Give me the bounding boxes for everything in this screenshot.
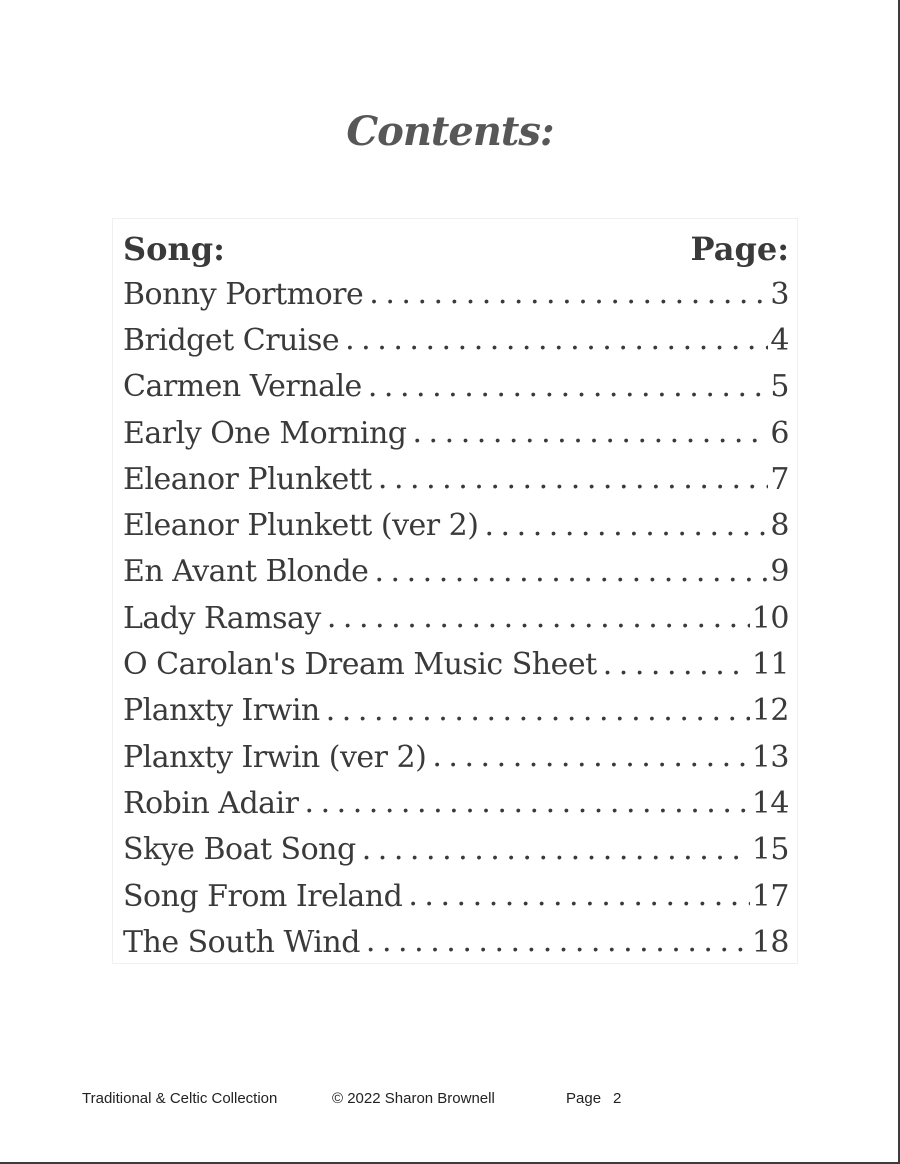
toc-entry[interactable] [123, 456, 789, 502]
page-number: 11 [751, 647, 789, 683]
toc-entry[interactable] [123, 549, 789, 595]
dot-leader [366, 927, 750, 957]
toc-entry[interactable] [123, 595, 789, 641]
song-title: The South Wind [123, 924, 360, 960]
dot-leader [305, 788, 750, 818]
table-of-contents [112, 218, 798, 964]
dot-leader [327, 603, 750, 633]
song-title: Skye Boat Song [123, 832, 356, 868]
page-column-header: Page: [690, 230, 789, 268]
song-title: Early One Morning [123, 415, 407, 451]
footer-page-number: 2 [613, 1090, 622, 1107]
toc-entry[interactable] [123, 271, 789, 317]
dot-leader [412, 418, 768, 448]
dot-leader [378, 464, 769, 494]
page-number: 6 [770, 415, 789, 451]
dot-leader [374, 557, 768, 587]
page-number: 12 [751, 693, 789, 729]
toc-entry[interactable] [123, 919, 789, 965]
dot-leader [432, 742, 749, 772]
dot-leader [369, 279, 768, 309]
toc-entry[interactable] [123, 641, 789, 687]
dot-leader [345, 325, 768, 355]
song-title: Lady Ramsay [123, 600, 321, 636]
toc-entry[interactable] [123, 827, 789, 873]
dot-leader [326, 696, 750, 726]
toc-entry[interactable] [123, 688, 789, 734]
song-title: Eleanor Plunkett (ver 2) [123, 508, 479, 544]
toc-entry[interactable] [123, 734, 789, 780]
song-title: Eleanor Plunkett [123, 461, 372, 497]
page-number: 13 [751, 739, 789, 775]
page-title: Contents: [346, 108, 554, 155]
footer-copyright: © 2022 Sharon Brownell [332, 1090, 495, 1107]
toc-entry[interactable] [123, 780, 789, 826]
song-title: Carmen Vernale [123, 369, 362, 405]
dot-leader [362, 835, 750, 865]
page-number: 8 [770, 508, 789, 544]
toc-entry[interactable] [123, 502, 789, 548]
dot-leader [368, 372, 769, 402]
page-number: 4 [770, 322, 789, 358]
toc-entry[interactable] [123, 873, 789, 919]
page-number: 14 [751, 785, 789, 821]
page-number: 3 [770, 276, 789, 312]
footer-collection: Traditional & Celtic Collection [82, 1090, 278, 1107]
song-title: Bonny Portmore [123, 276, 364, 312]
page-number: 9 [770, 554, 789, 590]
song-title: Planxty Irwin [123, 693, 320, 729]
page-number: 15 [751, 832, 789, 868]
page-number: 7 [770, 461, 789, 497]
page-number: 5 [770, 369, 789, 405]
footer-page-label: Page [566, 1090, 602, 1107]
page-number: 10 [751, 600, 789, 636]
dot-leader [603, 650, 750, 680]
song-title: Song From Ireland [123, 878, 403, 914]
toc-entry[interactable] [123, 364, 789, 410]
song-title: O Carolan's Dream Music Sheet [123, 647, 597, 683]
page-number: 17 [751, 878, 789, 914]
song-title: Robin Adair [123, 785, 299, 821]
page-number: 18 [751, 924, 789, 960]
dot-leader [484, 511, 768, 541]
toc-header [123, 227, 789, 271]
song-title: En Avant Blonde [123, 554, 369, 590]
toc-list [123, 271, 789, 965]
dot-leader [408, 881, 749, 911]
song-title: Planxty Irwin (ver 2) [123, 739, 427, 775]
toc-entry[interactable] [123, 317, 789, 363]
toc-entry[interactable] [123, 410, 789, 456]
song-column-header: Song: [123, 230, 225, 268]
song-title: Bridget Cruise [123, 322, 340, 358]
